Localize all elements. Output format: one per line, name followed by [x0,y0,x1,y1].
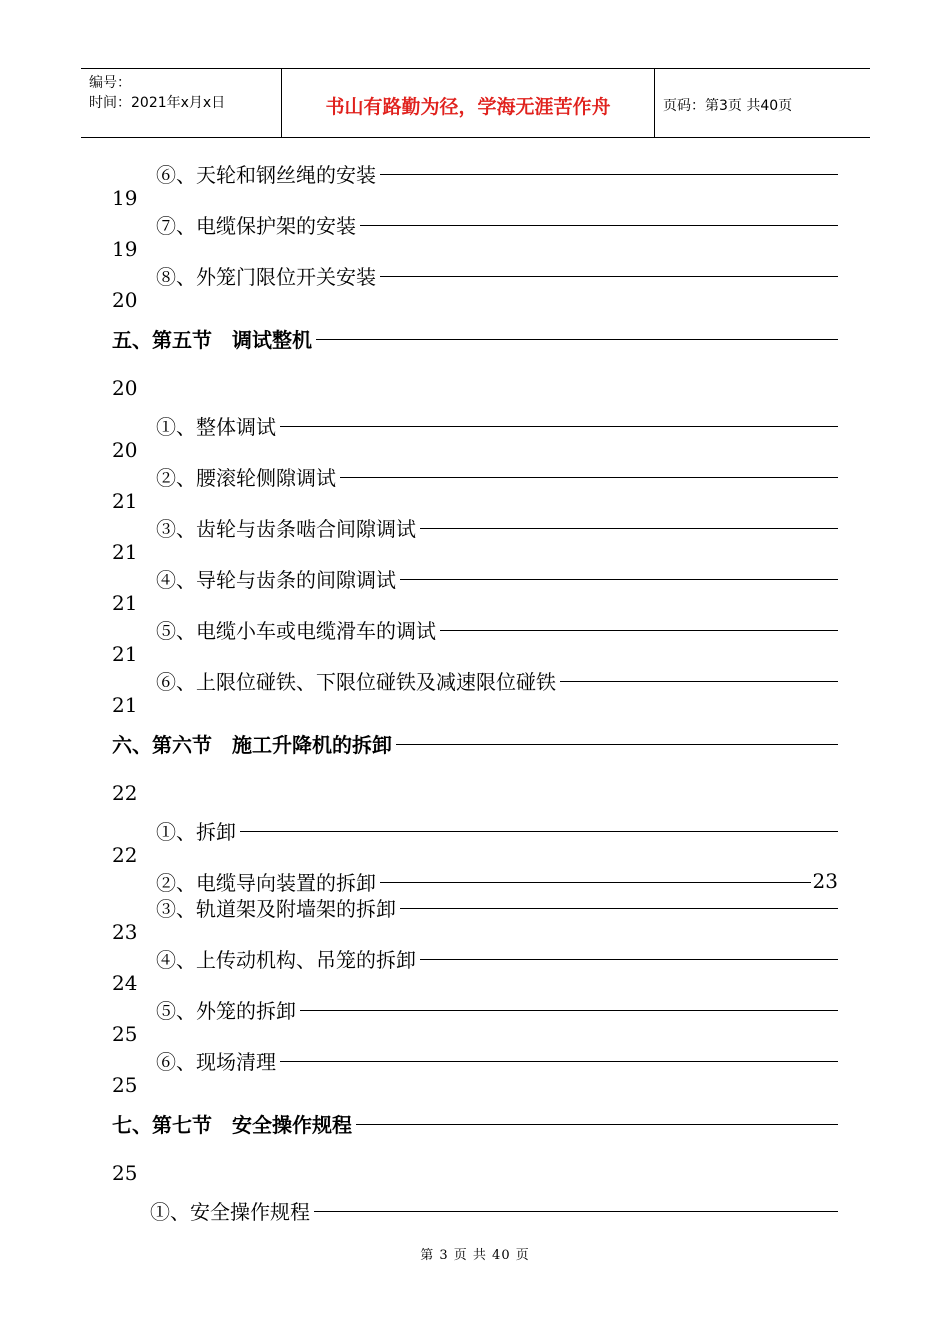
toc-entry-title: ⑧、外笼门限位开关安装 [156,264,376,289]
toc-leader [314,1211,838,1212]
toc-leader [356,1124,838,1125]
toc-entry[interactable] [112,412,838,438]
toc-leader [420,528,838,529]
toc-leader [360,225,838,226]
toc-page-number: 25 [112,1161,138,1185]
toc-entry-title: ①、安全操作规程 [150,1199,310,1224]
toc-entry-title: ⑥、现场清理 [156,1049,276,1074]
toc-entry[interactable] [112,514,838,540]
toc-page-number: 24 [112,971,138,995]
header-meta [81,69,282,137]
toc-page-number: 21 [112,591,138,615]
page-footer: 第 3 页 共 40 页 [420,1248,530,1263]
toc-entry-title: ⑤、外笼的拆卸 [156,998,296,1023]
toc-leader [316,339,838,340]
toc-page-number: 20 [112,438,138,462]
header-motto: 书山有路勤为径，学海无涯苦作舟 [282,69,655,137]
serial-label: 编号： [89,75,131,91]
toc-page-number: 21 [112,489,138,513]
toc-entry-title: 五、第五节 调试整机 [112,327,312,352]
toc-page-number: 19 [112,237,138,261]
toc-leader [560,681,838,682]
toc-entry-title: ②、腰滚轮侧隙调试 [156,465,336,490]
toc-page-number: 25 [112,1022,138,1046]
toc-entry[interactable] [112,616,838,642]
toc-entry[interactable] [112,894,838,920]
toc-entry[interactable] [112,945,838,971]
page-header [81,68,870,138]
toc-entry-title: ①、拆卸 [156,819,236,844]
toc-leader [280,1061,838,1062]
toc-section-heading[interactable] [112,325,838,351]
header-page-info: 页码：第3页 共40页 [663,98,793,114]
toc-entry-title: ③、齿轮与齿条啮合间隙调试 [156,516,416,541]
toc-leader [400,579,838,580]
toc-leader [380,276,838,277]
toc-page-number: 21 [112,693,138,717]
toc-page-number: 21 [112,540,138,564]
toc-page-number: 22 [112,843,138,867]
toc-page-number: 23 [112,920,138,944]
toc-leader [420,959,838,960]
toc-entry-title: 六、第六节 施工升降机的拆卸 [112,732,392,757]
toc-entry[interactable] [112,996,838,1022]
toc-page-number: 20 [112,376,138,400]
toc-entry[interactable] [112,211,838,237]
toc-page-number: 20 [112,288,138,312]
toc-leader [240,831,838,832]
toc-entry-title: ④、上传动机构、吊笼的拆卸 [156,947,416,972]
toc-leader [440,630,838,631]
toc-entry[interactable] [112,868,838,894]
toc-entry[interactable] [112,817,838,843]
toc-entry-title: ①、整体调试 [156,414,276,439]
toc-leader [340,477,838,478]
time-label: 时间：2021年x月x日 [89,95,226,111]
toc-page-number: 25 [112,1073,138,1097]
toc-entry-title: ⑤、电缆小车或电缆滑车的调试 [156,618,436,643]
toc-page-number: 23 [812,869,838,893]
toc-entry[interactable] [112,1197,838,1223]
toc-leader [380,882,811,883]
toc-leader [300,1010,838,1011]
toc-entry[interactable] [112,1047,838,1073]
toc-leader [396,744,838,745]
toc-section-heading[interactable] [112,730,838,756]
toc-entry[interactable] [112,463,838,489]
toc-page-number: 21 [112,642,138,666]
toc-entry[interactable] [112,565,838,591]
toc-entry-title: ⑦、电缆保护架的安装 [156,213,356,238]
toc-entry-title: 七、第七节 安全操作规程 [112,1112,352,1137]
toc-entry-title: ⑥、上限位碰铁、下限位碰铁及减速限位碰铁 [156,669,556,694]
toc-leader [280,426,838,427]
toc-section-heading[interactable] [112,1110,838,1136]
toc-entry[interactable] [112,262,838,288]
toc-entry[interactable] [112,160,838,186]
toc-entry[interactable] [112,667,838,693]
toc-entry-title: ④、导轮与齿条的间隙调试 [156,567,396,592]
toc-entry-title: ③、轨道架及附墙架的拆卸 [156,896,396,921]
toc-leader [380,174,838,175]
toc-page-number: 22 [112,781,138,805]
toc-leader [400,908,838,909]
toc-entry-title: ②、电缆导向装置的拆卸 [156,870,376,895]
toc-entry-title: ⑥、天轮和钢丝绳的安装 [156,162,376,187]
toc-page-number: 19 [112,186,138,210]
